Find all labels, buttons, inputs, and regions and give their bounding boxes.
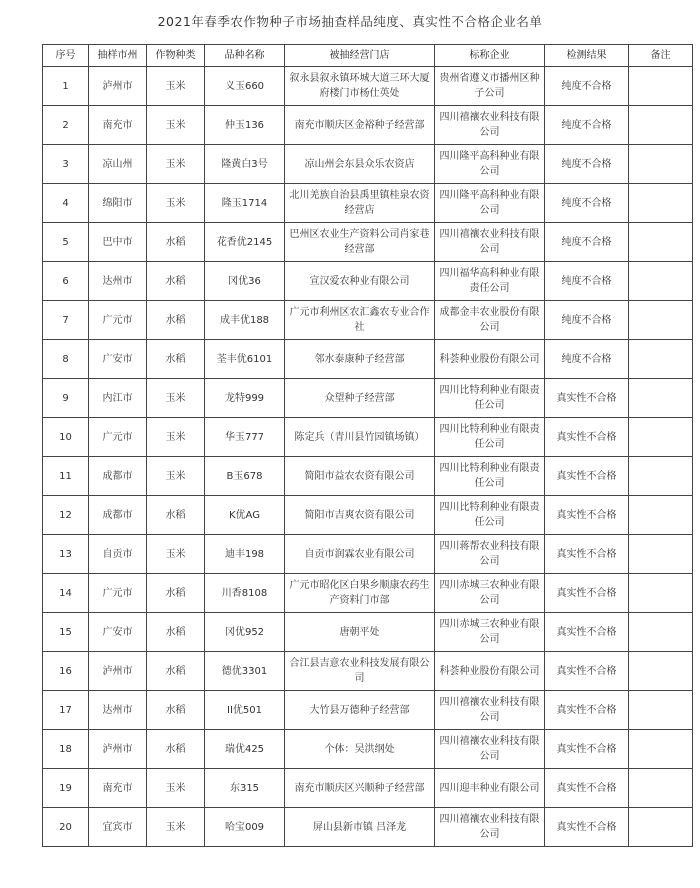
cell-crop: 玉米 [147, 184, 205, 223]
cell-crop: 水稻 [147, 340, 205, 379]
cell-result: 真实性不合格 [545, 652, 629, 691]
cell-store: 唐朝平处 [285, 613, 435, 652]
cell-store: 大竹县万德种子经营部 [285, 691, 435, 730]
cell-company: 科荟种业股份有限公司 [435, 652, 545, 691]
cell-index: 17 [43, 691, 89, 730]
cell-result: 真实性不合格 [545, 418, 629, 457]
cell-variety: 瑞优425 [205, 730, 285, 769]
cell-store: 巴州区农业生产资料公司肖家巷经营部 [285, 223, 435, 262]
cell-company: 成都金丰农业股份有限公司 [435, 301, 545, 340]
cell-city: 巴中市 [89, 223, 147, 262]
header-variety: 品种名称 [205, 45, 285, 67]
cell-company: 四川迎丰种业有限公司 [435, 769, 545, 808]
cell-store: 简阳市吉爽农资有限公司 [285, 496, 435, 535]
cell-crop: 玉米 [147, 418, 205, 457]
cell-remarks [629, 418, 693, 457]
cell-variety: 华玉777 [205, 418, 285, 457]
cell-crop: 玉米 [147, 808, 205, 847]
cell-remarks [629, 730, 693, 769]
cell-store: 邻水泰康种子经营部 [285, 340, 435, 379]
table-row [43, 496, 693, 535]
cell-store: 南充市顺庆区金裕种子经营部 [285, 106, 435, 145]
cell-variety: 荃丰优6101 [205, 340, 285, 379]
cell-crop: 玉米 [147, 457, 205, 496]
cell-store: 自贡市润霖农业有限公司 [285, 535, 435, 574]
header-index: 序号 [43, 45, 89, 67]
cell-variety: 迪丰198 [205, 535, 285, 574]
cell-city: 达州市 [89, 691, 147, 730]
table-row [43, 379, 693, 418]
table-row [43, 535, 693, 574]
table-row [43, 808, 693, 847]
cell-crop: 玉米 [147, 535, 205, 574]
cell-store: 广元市利州区农汇鑫农专业合作社 [285, 301, 435, 340]
cell-result: 纯度不合格 [545, 301, 629, 340]
cell-remarks [629, 106, 693, 145]
cell-remarks [629, 67, 693, 106]
cell-result: 真实性不合格 [545, 808, 629, 847]
cell-index: 20 [43, 808, 89, 847]
cell-store: 简阳市益农农资有限公司 [285, 457, 435, 496]
cell-remarks [629, 262, 693, 301]
cell-index: 12 [43, 496, 89, 535]
cell-remarks [629, 613, 693, 652]
cell-city: 广元市 [89, 418, 147, 457]
cell-city: 绵阳市 [89, 184, 147, 223]
table-row [43, 301, 693, 340]
cell-city: 成都市 [89, 457, 147, 496]
cell-company: 四川隆平高科种业有限公司 [435, 145, 545, 184]
cell-crop: 玉米 [147, 145, 205, 184]
cell-city: 宜宾市 [89, 808, 147, 847]
table-row [43, 652, 693, 691]
cell-result: 纯度不合格 [545, 340, 629, 379]
cell-result: 纯度不合格 [545, 106, 629, 145]
cell-company: 四川禧禳农业科技有限公司 [435, 730, 545, 769]
cell-index: 2 [43, 106, 89, 145]
cell-index: 4 [43, 184, 89, 223]
cell-index: 14 [43, 574, 89, 613]
cell-index: 5 [43, 223, 89, 262]
table-row [43, 106, 693, 145]
cell-variety: II优501 [205, 691, 285, 730]
cell-company: 四川禧禳农业科技有限公司 [435, 691, 545, 730]
cell-remarks [629, 808, 693, 847]
table-row [43, 184, 693, 223]
cell-variety: 隆黄白3号 [205, 145, 285, 184]
table-row [43, 145, 693, 184]
cell-company: 四川蒋帮农业科技有限公司 [435, 535, 545, 574]
cell-city: 广安市 [89, 613, 147, 652]
cell-variety: 义玉660 [205, 67, 285, 106]
cell-crop: 玉米 [147, 67, 205, 106]
cell-city: 内江市 [89, 379, 147, 418]
cell-company: 四川福华高科种业有限责任公司 [435, 262, 545, 301]
cell-variety: 龙特999 [205, 379, 285, 418]
cell-city: 广元市 [89, 301, 147, 340]
cell-company: 四川禧禳农业科技有限公司 [435, 808, 545, 847]
header-company: 标称企业 [435, 45, 545, 67]
table-row [43, 613, 693, 652]
cell-company: 四川禧禳农业科技有限公司 [435, 106, 545, 145]
cell-company: 四川赤城三农种业有限公司 [435, 574, 545, 613]
cell-company: 贵州省遵义市播州区种子公司 [435, 67, 545, 106]
cell-crop: 水稻 [147, 301, 205, 340]
cell-city: 南充市 [89, 769, 147, 808]
cell-remarks [629, 223, 693, 262]
cell-store: 陈定兵（青川县竹园镇场镇） [285, 418, 435, 457]
cell-city: 南充市 [89, 106, 147, 145]
cell-result: 真实性不合格 [545, 613, 629, 652]
cell-crop: 水稻 [147, 223, 205, 262]
cell-city: 泸州市 [89, 730, 147, 769]
cell-crop: 水稻 [147, 496, 205, 535]
cell-company: 四川比特利种业有限责任公司 [435, 457, 545, 496]
cell-result: 真实性不合格 [545, 379, 629, 418]
header-result: 检测结果 [545, 45, 629, 67]
cell-crop: 玉米 [147, 379, 205, 418]
document-title: 2021年春季农作物种子市场抽查样品纯度、真实性不合格企业名单 [157, 14, 543, 29]
cell-result: 真实性不合格 [545, 574, 629, 613]
cell-remarks [629, 574, 693, 613]
cell-store: 合江县吉意农业科技发展有限公司 [285, 652, 435, 691]
cell-company: 科荟种业股份有限公司 [435, 340, 545, 379]
cell-store: 个体：吴洪纲处 [285, 730, 435, 769]
cell-company: 四川隆平高科种业有限公司 [435, 184, 545, 223]
cell-result: 纯度不合格 [545, 145, 629, 184]
cell-city: 自贡市 [89, 535, 147, 574]
table-header-row [43, 45, 693, 67]
cell-store: 北川羌族自治县禹里镇桂泉农资经营店 [285, 184, 435, 223]
cell-store: 叙永县叙永镇环城大道三环大厦府楼门市杨仕英处 [285, 67, 435, 106]
cell-variety: 德优3301 [205, 652, 285, 691]
cell-index: 10 [43, 418, 89, 457]
cell-crop: 水稻 [147, 613, 205, 652]
cell-remarks [629, 301, 693, 340]
cell-index: 16 [43, 652, 89, 691]
cell-index: 18 [43, 730, 89, 769]
cell-index: 11 [43, 457, 89, 496]
cell-company: 四川比特利种业有限责任公司 [435, 496, 545, 535]
header-store: 被抽经营门店 [285, 45, 435, 67]
table-row [43, 418, 693, 457]
cell-remarks [629, 652, 693, 691]
table-row [43, 457, 693, 496]
cell-city: 泸州市 [89, 652, 147, 691]
cell-company: 四川赤城三农种业有限公司 [435, 613, 545, 652]
table-row [43, 730, 693, 769]
cell-city: 广元市 [89, 574, 147, 613]
cell-index: 7 [43, 301, 89, 340]
table-row [43, 262, 693, 301]
cell-city: 凉山州 [89, 145, 147, 184]
cell-variety: 东315 [205, 769, 285, 808]
cell-result: 纯度不合格 [545, 67, 629, 106]
cell-result: 真实性不合格 [545, 535, 629, 574]
cell-crop: 玉米 [147, 106, 205, 145]
cell-result: 真实性不合格 [545, 769, 629, 808]
cell-remarks [629, 379, 693, 418]
table-row [43, 340, 693, 379]
cell-city: 泸州市 [89, 67, 147, 106]
cell-remarks [629, 769, 693, 808]
cell-result: 真实性不合格 [545, 496, 629, 535]
header-crop: 作物种类 [147, 45, 205, 67]
cell-index: 15 [43, 613, 89, 652]
cell-remarks [629, 691, 693, 730]
cell-index: 19 [43, 769, 89, 808]
cell-city: 成都市 [89, 496, 147, 535]
cell-variety: 仲玉136 [205, 106, 285, 145]
cell-store: 众望种子经营部 [285, 379, 435, 418]
cell-store: 宣汉爱农种业有限公司 [285, 262, 435, 301]
cell-city: 达州市 [89, 262, 147, 301]
cell-variety: 冈优36 [205, 262, 285, 301]
results-table [42, 44, 693, 847]
table-row [43, 223, 693, 262]
cell-variety: 冈优952 [205, 613, 285, 652]
cell-remarks [629, 496, 693, 535]
cell-city: 广安市 [89, 340, 147, 379]
cell-crop: 水稻 [147, 691, 205, 730]
cell-result: 纯度不合格 [545, 262, 629, 301]
cell-index: 13 [43, 535, 89, 574]
table-row [43, 691, 693, 730]
cell-index: 9 [43, 379, 89, 418]
table-row [43, 67, 693, 106]
cell-variety: 成丰优188 [205, 301, 285, 340]
cell-index: 1 [43, 67, 89, 106]
cell-crop: 水稻 [147, 730, 205, 769]
cell-store: 屏山县新市镇 吕泽龙 [285, 808, 435, 847]
cell-remarks [629, 184, 693, 223]
cell-crop: 水稻 [147, 652, 205, 691]
cell-remarks [629, 145, 693, 184]
cell-remarks [629, 340, 693, 379]
cell-company: 四川禧禳农业科技有限公司 [435, 223, 545, 262]
cell-company: 四川比特利种业有限责任公司 [435, 379, 545, 418]
cell-crop: 水稻 [147, 574, 205, 613]
cell-result: 纯度不合格 [545, 223, 629, 262]
cell-crop: 水稻 [147, 262, 205, 301]
cell-store: 凉山州会东县众乐农资店 [285, 145, 435, 184]
cell-store: 广元市昭化区白果乡顺康农药生产资料门市部 [285, 574, 435, 613]
cell-result: 真实性不合格 [545, 730, 629, 769]
cell-result: 真实性不合格 [545, 691, 629, 730]
cell-variety: B玉678 [205, 457, 285, 496]
table-row [43, 769, 693, 808]
cell-variety: 川香8108 [205, 574, 285, 613]
cell-index: 3 [43, 145, 89, 184]
cell-index: 8 [43, 340, 89, 379]
cell-variety: 哈宝009 [205, 808, 285, 847]
cell-result: 真实性不合格 [545, 457, 629, 496]
cell-result: 纯度不合格 [545, 184, 629, 223]
cell-crop: 玉米 [147, 769, 205, 808]
cell-store: 南充市顺庆区兴顺种子经营部 [285, 769, 435, 808]
cell-variety: 隆玉1714 [205, 184, 285, 223]
header-city: 抽样市州 [89, 45, 147, 67]
header-remarks: 备注 [629, 45, 693, 67]
cell-remarks [629, 535, 693, 574]
table-row [43, 574, 693, 613]
cell-remarks [629, 457, 693, 496]
cell-company: 四川比特利种业有限责任公司 [435, 418, 545, 457]
cell-variety: K优AG [205, 496, 285, 535]
cell-index: 6 [43, 262, 89, 301]
cell-variety: 花香优2145 [205, 223, 285, 262]
